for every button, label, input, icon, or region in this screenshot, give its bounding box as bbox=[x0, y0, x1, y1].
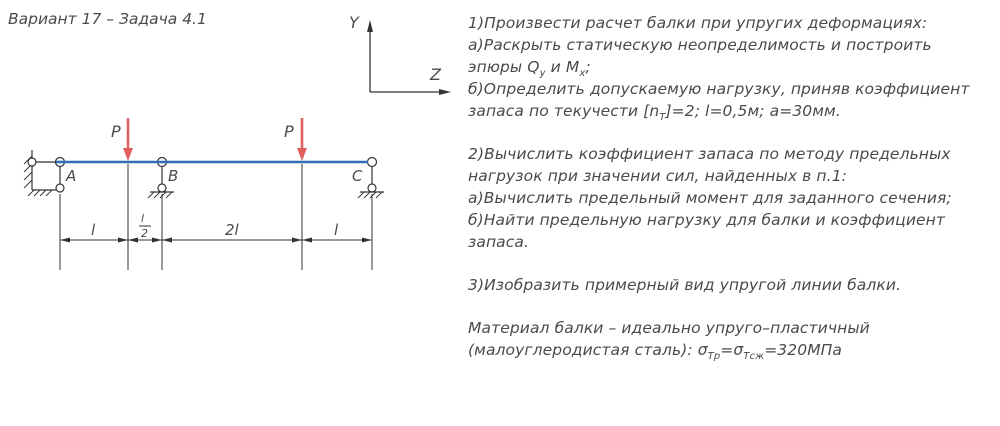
task-line-7: нагрузок при значении сил, найденных в п.1: bbox=[468, 167, 847, 185]
task-line-9: б)Найти предельную нагрузку для балки и коэффициент bbox=[468, 211, 945, 229]
extension-lines bbox=[60, 164, 372, 270]
task-line-10: запаса. bbox=[468, 233, 530, 251]
dimension-line bbox=[60, 238, 372, 243]
task-line-6: 2)Вычислить коэффициент запаса по методу предельных bbox=[468, 145, 951, 163]
task-line-2: а)Раскрыть статическую неопределимость и построить bbox=[468, 36, 932, 54]
task-text bbox=[468, 12, 998, 361]
dim-l2-numerator: l bbox=[141, 212, 145, 225]
left-fixed-support-icon bbox=[24, 150, 56, 196]
support-c-label: C bbox=[352, 167, 363, 185]
axis-z-label: Z bbox=[430, 65, 441, 84]
task-line-4: б)Определить допускаемую нагрузку, приняв коэффициент bbox=[468, 80, 970, 98]
task-line-3: эпюры $Q_y$ и $M_x$; bbox=[468, 58, 591, 79]
axis-y-label: Y bbox=[349, 13, 359, 32]
support-b-label: B bbox=[168, 167, 179, 185]
load-p1-label: P bbox=[111, 122, 121, 141]
variant-title: Вариант 17 – Задача 4.1 bbox=[8, 10, 207, 28]
task-line-13: (малоуглеродистая сталь): $\sigma_{Тр}=\sigma_{Тсж}=320МПа$ bbox=[468, 341, 843, 362]
task-line-8: а)Вычислить предельный момент для заданного сечения; bbox=[468, 189, 952, 207]
support-a-label: A bbox=[66, 167, 77, 185]
dim-l-1: l bbox=[91, 221, 96, 239]
task-line-12: Материал балки – идеально упруго–пластичный bbox=[468, 319, 870, 337]
load-p2-label: P bbox=[284, 122, 294, 141]
task-line-11: 3)Изобразить примерный вид упругой линии балки. bbox=[468, 276, 902, 294]
dim-2l: 2l bbox=[225, 221, 239, 239]
load-arrow-1-icon bbox=[123, 118, 133, 161]
dim-l2-denominator: 2 bbox=[141, 227, 148, 240]
task-line-5: запаса по текучести $[n_T]=2$; l=0,5м; a=30мм. bbox=[468, 102, 841, 123]
beam-diagram bbox=[0, 0, 460, 426]
dim-l-4: l bbox=[334, 221, 339, 239]
load-arrow-2-icon bbox=[297, 118, 307, 161]
task-line-1: 1)Произвести расчет балки при упругих деформациях: bbox=[468, 14, 928, 32]
